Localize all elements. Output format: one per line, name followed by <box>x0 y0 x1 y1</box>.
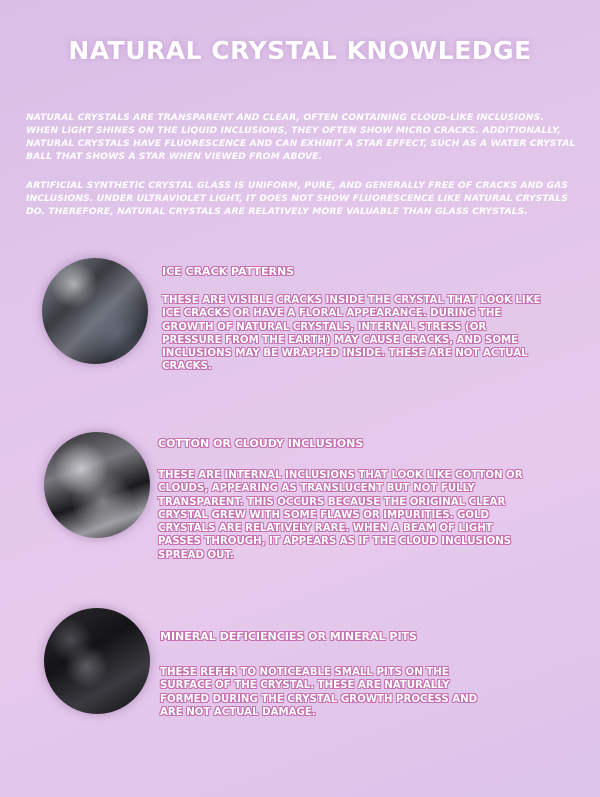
crystal-sphere-image-ice-crack <box>42 258 148 364</box>
intro-paragraph-1: NATURAL CRYSTALS ARE TRANSPARENT AND CLEAR, OFTEN CONTAINING CLOUD-LIKE INCLUSIONS. WHEN LIGHT SHINES ON THE LIQUID INCLUSIONS, THEY OFTEN SHOW MICRO CRACKS. ADDITIONALLY, NATURAL CRYSTALS HAVE FLUORESCENCE AND CAN EXHIBIT A STAR EFFECT, SUCH AS A WATER CRYSTAL BALL THAT SHOWS A STAR WHEN VIEWED FROM ABOVE. <box>26 112 576 162</box>
crystal-sphere-image-mineral-pits <box>44 608 150 714</box>
section-body-cloudy-inclusions: THESE ARE INTERNAL INCLUSIONS THAT LOOK LIKE COTTON OR CLOUDS, APPEARING AS TRANSLUCENT BUT NOT FULLY TRANSPARENT. THIS OCCURS BECAUSE THE ORIGINAL CLEAR CRYSTAL GREW WITH SOME FLAWS OR IMPURITIES. GOLD CRYSTALS ARE RELATIVELY RARE. WHEN A BEAM OF LIGHT PASSES THROUGH, IT APPEARS AS IF THE CLOUD INCLUSIONS SPREAD OUT. <box>158 470 523 561</box>
section-title-cloudy-inclusions: COTTON OR CLOUDY INCLUSIONS <box>158 437 364 450</box>
page-title: NATURAL CRYSTAL KNOWLEDGE <box>68 36 532 65</box>
section-title-mineral-pits: MINERAL DEFICIENCIES OR MINERAL PITS <box>160 630 417 643</box>
section-title-ice-crack: ICE CRACK PATTERNS <box>162 265 295 278</box>
section-body-mineral-pits: THESE REFER TO NOTICEABLE SMALL PITS ON THE SURFACE OF THE CRYSTAL. THESE ARE NATURALLY FORMED DURING THE CRYSTAL GROWTH PROCESS AND ARE NOT ACTUAL DAMAGE. <box>160 667 478 718</box>
section-body-ice-crack: THESE ARE VISIBLE CRACKS INSIDE THE CRYSTAL THAT LOOK LIKE ICE CRACKS OR HAVE A FLORAL APPEARANCE. DURING THE GROWTH OF NATURAL CRYSTALS, INTERNAL STRESS (OR PRESSURE FROM THE EARTH) MAY CAUSE CRACKS, AND SOME INCLUSIONS MAY BE WRAPPED INSIDE. THESE ARE NOT ACTUAL CRACKS. <box>162 295 541 373</box>
intro-paragraph-2: ARTIFICIAL SYNTHETIC CRYSTAL GLASS IS UNIFORM, PURE, AND GENERALLY FREE OF CRACKS AND GAS INCLUSIONS. UNDER ULTRAVIOLET LIGHT, IT DOES NOT SHOW FLUORESCENCE LIKE NATURAL CRYSTALS DO. THEREFORE, NATURAL CRYSTALS ARE RELATIVELY MORE VALUABLE THAN GLASS CRYSTALS. <box>26 180 569 217</box>
crystal-sphere-image-cloudy <box>44 432 150 538</box>
